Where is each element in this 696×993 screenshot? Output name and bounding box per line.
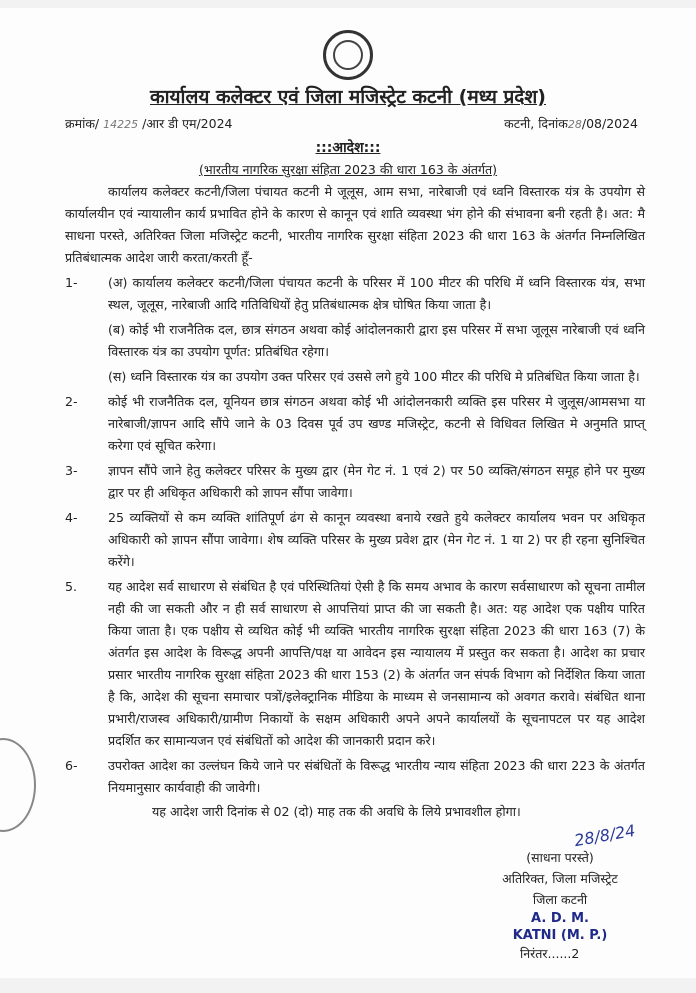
item-text: (अ) कार्यालय कलेक्टर कटनी/जिला पंचायत कटनी के परिसर में 100 मीटर की परिधि में ध्वनि विस्तारक यंत्र, सभा स्थल, जूलूस, नारेबाजी आदि गतिविधियों हेतु प्रतिबंधात्मक क्षेत्र घोषित किया जाता है। [108, 275, 645, 312]
document-page [0, 8, 696, 978]
signatory-designation: अतिरिक्त, जिला मजिस्ट्रेट [502, 871, 618, 886]
item-text: (ब) कोई भी राजनैतिक दल, छात्र संगठन अथवा कोई आंदोलनकारी द्वारा इस परिसर में सभा जूलूस नारेबाजी एवं ध्वनि विस्तारक यंत्र का उपयोग पूर्णत: प्रतिबंधित रहेगा। [108, 322, 645, 359]
handwritten-signature: 28/8/24 [573, 820, 638, 851]
date-day: 28 [567, 118, 582, 131]
adm-stamp [470, 910, 650, 944]
office-title: कार्यालय कलेक्टर एवं जिला मजिस्ट्रेट कटनी (मध्य प्रदेश) [149, 86, 546, 108]
item-number: 2- [65, 394, 78, 409]
date-suffix: /08/2024 [581, 116, 638, 131]
date-prefix: कटनी, दिनांक [504, 116, 568, 131]
continued-marker: निरंतर......2 [520, 946, 580, 961]
stamp-line: A. D. M. [531, 911, 589, 926]
government-emblem-icon [323, 30, 373, 80]
list-item-5 [65, 576, 645, 752]
ref-suffix: /आर डी एम/2024 [142, 116, 233, 131]
item-number: 1- [65, 275, 78, 290]
item-number: 4- [65, 510, 78, 525]
office-seal-stamp [0, 738, 36, 832]
signature-row [0, 820, 696, 851]
item-text: ज्ञापन सौंपे जाने हेतु कलेक्टर परिसर के मुख्य द्वार (मेन गेट नं. 1 एवं 2) पर 50 व्यक्ति/संगठन समूह होने पर मुख्य द्वार पर ही अधिकृत अधिकारी को ज्ञापन सौंपा जावेगा। [108, 463, 645, 500]
intro-paragraph: कार्यालय कलेक्टर कटनी/जिला पंचायत कटनी मे जूलूस, आम सभा, नारेबाजी एवं ध्वनि विस्तारक यंत्र के उपयोग से कार्यालयीन एवं न्यायालीन कार्य प्रभावित होने के कारण से कानून एवं शाति व्यवस्था भंग होने की संभावना बनी रहती है। अत: मै साधना परस्ते, अतिरिक्त जिला मजिस्ट्रेट कटनी, भारतीय नागरिक सुरक्षा संहिता 2023 की धारा 163 के अंतर्गत निम्नलिखित प्रतिबंधात्मक आदेश जारी करता/करती हूँ- [65, 184, 645, 265]
list-item-3 [65, 460, 645, 504]
order-heading: :::आदेश::: [315, 140, 381, 156]
list-item-4 [65, 507, 645, 573]
ref-number: 14225 [103, 118, 139, 131]
list-item-2 [65, 391, 645, 457]
list-item-1 [65, 272, 645, 388]
order-date [504, 114, 638, 135]
item-number: 5. [65, 579, 78, 594]
signatory-name: (साधना परस्ते) [526, 850, 594, 865]
signature-block [470, 847, 650, 944]
reference-number [65, 114, 232, 135]
item-text: यह आदेश सर्व साधारण से संबंधित है एवं परिस्थितियां ऐसी है कि समय अभाव के कारण सर्वसाधारण को सूचना तामील नही की जा सकती और न ही सर्व साधारण से आपत्तियां प्राप्त की जा सकती है। अत: यह आदेश एक पक्षीय पारित किया जाता है। एक पक्षीय से व्यथित कोई भी व्यक्ति भारतीय नागरिक सुरक्षा संहिता 2023 की धारा 163 (7) के अंतर्गत इस आदेश के विरूद्ध अपनी आपत्ति/पक्ष या आवेदन इस न्यायालय में प्रस्तुत कर सकता है। आदेश का प्रचार प्रसार भारतीय नागरिक सुरक्षा संहिता 2023 की धारा 153 (2) के अंतर्गत जन संपर्क विभाग को निर्देशित किया जाता है कि, आदेश की सूचना समाचार पत्रों/इलेक्ट्रानिक मीडिया के माध्यम से जनसामान्य को अवगत करावे। संबंधित थाना प्रभारी/राजस्व अधिकारी/ग्रामीण निकायों के सक्षम अधिकारी अपने अपने कार्यालयों के सूचनापटल पर यह आदेश प्रदर्शित कर सामान्यजन एवं संबंधितों को आदेश की जानकारी प्रदान करे। [108, 579, 645, 748]
ref-prefix: क्रमांक/ [65, 116, 100, 131]
order-subheading: (भारतीय नागरिक सुरक्षा संहिता 2023 की धारा 163 के अंतर्गत) [198, 162, 498, 177]
item-number: 3- [65, 463, 78, 478]
item-text: कोई भी राजनैतिक दल, यूनियन छात्र संगठन अथवा कोई भी आंदोलनकारी व्यक्ति इस परिसर मे जुलूस/आमसभा या नारेबाजी/ज्ञापन आदि सौंपे जाने के 03 दिवस पूर्व उप खण्ड मजिस्ट्रेट, कटनी से विधिवत लिखित मे अनुमति प्राप्त् करेगा एवं सूचित करेगा। [108, 394, 645, 453]
stamp-line: KATNI (M. P.) [512, 928, 608, 943]
item-text: 25 व्यक्तियों से कम व्यक्ति शांतिपूर्ण ढंग से कानून व्यवस्था बनाये रखते हुये कलेक्टर कार्यालय भवन पर अधिकृत अधिकारी को ज्ञापन सौंपा जावेगा। शेष व्यक्ति परिसर के मुख्य प्रवेश द्वार (मेन गेट नं. 1 या 2) पर ही रहना सुनिश्चित करेंगे। [108, 510, 645, 569]
order-body [65, 181, 645, 823]
item-text: उपरोक्त आदेश का उल्लंघन किये जाने पर संबंधितों के विरूद्ध भारतीय न्याय संहिता 2023 की धारा 223 के अंतर्गत नियमानुसार कार्यवाही की जावेगी। [108, 758, 645, 795]
reference-row [0, 114, 696, 135]
item-text: (स) ध्वनि विस्तारक यंत्र का उपयोग उक्त परिसर एवं उससे लगे हुये 100 मीटर की परिधि मे प्रतिबंधित किया जाता है। [108, 369, 640, 384]
validity-line: यह आदेश जारी दिनांक से 02 (दो) माह तक की अवधि के लिये प्रभावशील होगा। [152, 804, 521, 819]
signatory-district: जिला कटनी [532, 892, 588, 907]
item-number: 6- [65, 758, 78, 773]
list-item-6 [65, 755, 645, 799]
